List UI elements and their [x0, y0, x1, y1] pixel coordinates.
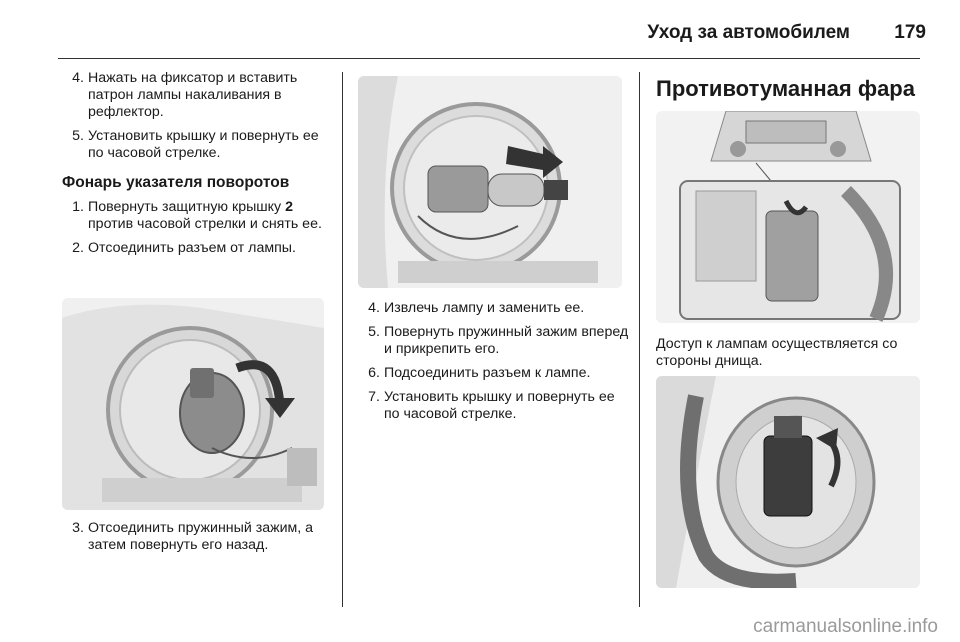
- column-2: [358, 300, 630, 430]
- section-title: Противотуманная фара: [656, 76, 915, 101]
- step-number: 1 .: [62, 199, 84, 216]
- column-1: [62, 70, 332, 264]
- step-text: Повернуть защитную крышку 2 против часовой стрелки и снять ее.: [88, 199, 322, 232]
- step-text: Отсоединить пружинный зажим, а затем повернуть его назад.: [88, 520, 314, 553]
- list-item: [358, 365, 630, 382]
- list-item: [62, 520, 332, 554]
- step-number: 5 .: [358, 324, 380, 341]
- figure-fog-lamp-overview: [656, 111, 920, 323]
- step-text: Отсоединить разъем от лампы.: [88, 240, 296, 256]
- step-text: Извлечь лампу и заменить ее.: [384, 300, 585, 316]
- watermark: carmanualsonline.info: [753, 616, 938, 637]
- list-item: [358, 300, 630, 317]
- figure-fog-lamp-connector: [656, 376, 920, 588]
- header-divider: [58, 58, 920, 59]
- step-number: 4 .: [358, 300, 380, 317]
- callout-number: 2: [285, 199, 293, 215]
- column-1-bottom: [62, 520, 332, 561]
- list-item: [62, 70, 332, 121]
- step-text: Повернуть пружинный зажим вперед и прикрепить его.: [384, 324, 629, 357]
- column-3-heading: [656, 76, 926, 102]
- page-title: Уход за автомобилем: [647, 22, 850, 43]
- list-item: [62, 128, 332, 162]
- paragraph: Доступ к лампам осуществляется со стороны днища.: [656, 336, 898, 369]
- step-text: Установить крышку и повернуть ее по часовой стрелке.: [88, 128, 319, 161]
- step-text: Нажать на фиксатор и вставить патрон лампы накаливания в рефлектор.: [88, 70, 298, 120]
- list-item: [358, 389, 630, 423]
- list-item: [358, 324, 630, 358]
- figure-turn-signal-cover: [62, 298, 324, 510]
- step-number: 4 .: [62, 70, 84, 87]
- list-item: [62, 199, 332, 233]
- column-divider-1: [342, 72, 343, 607]
- step-text: Подсоединить разъем к лампе.: [384, 365, 591, 381]
- column-divider-2: [639, 72, 640, 607]
- list-item: [62, 240, 332, 257]
- subheading: Фонарь указателя поворотов: [62, 174, 290, 191]
- figure-bulb-removal: [358, 76, 622, 288]
- step-number: 6 .: [358, 365, 380, 382]
- step-number: 5 .: [62, 128, 84, 145]
- step-number: 2 .: [62, 240, 84, 257]
- column-3-text: [656, 336, 926, 370]
- step-number: 7 .: [358, 389, 380, 406]
- step-number: 3 .: [62, 520, 84, 537]
- step-text: Установить крышку и повернуть ее по часовой стрелке.: [384, 389, 615, 422]
- page-number: 179: [894, 22, 926, 43]
